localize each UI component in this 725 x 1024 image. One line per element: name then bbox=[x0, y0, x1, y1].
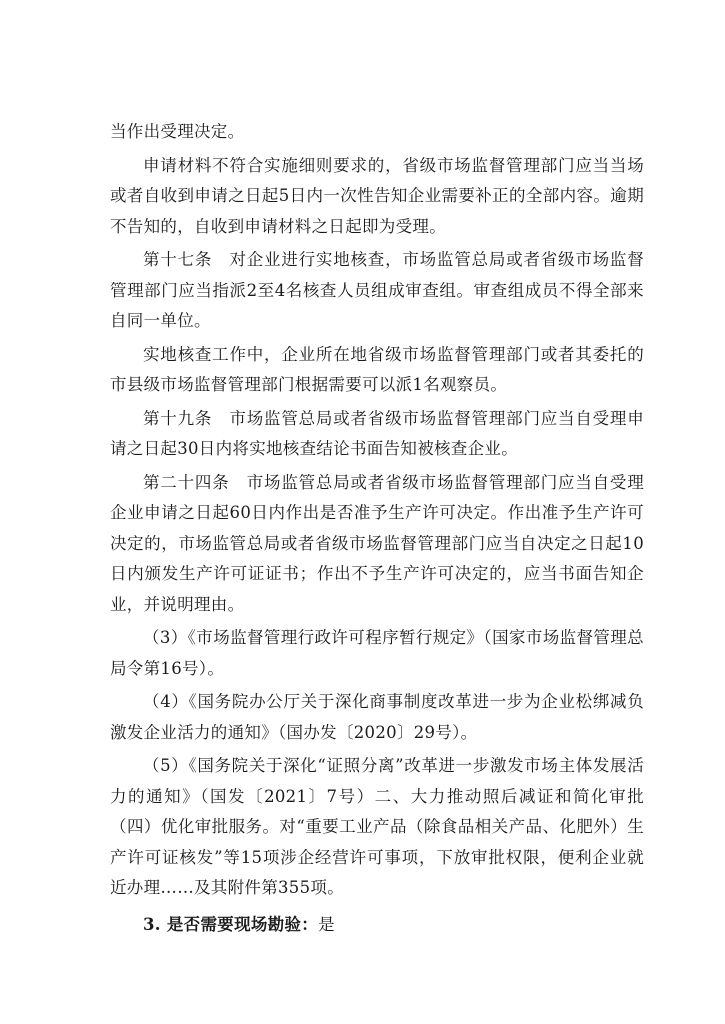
site-inspection-item bbox=[110, 910, 644, 941]
site-inspection-label: 3. 是否需要现场勘验： bbox=[143, 914, 319, 934]
paragraph-3: 第十七条 对企业进行实地核查，市场监管总局或者省级市场监督管理部门应当指派2至4名核查人员组成审查组。审查组成员不得全部来自同一单位。 bbox=[110, 250, 644, 330]
paragraph-2: 申请材料不符合实施细则要求的，省级市场监督管理部门应当当场或者自收到申请之日起5日内一次性告知企业需要补正的全部内容。逾期不告知的，自收到申请材料之日起即为受理。 bbox=[110, 155, 644, 236]
paragraph-7: （3）《市场监督管理行政许可程序暂行规定》（国家市场监督管理总局令第16号）。 bbox=[110, 628, 644, 678]
site-inspection-value: 是 bbox=[318, 914, 335, 934]
paragraph-5: 第十九条 市场监管总局或者省级市场监督管理部门应当自受理申请之日起30日内将实地核查结论书面告知被核查企业。 bbox=[110, 408, 644, 458]
paragraph-8: （4）《国务院办公厅关于深化商事制度改革进一步为企业松绑减负激发企业活力的通知》（国办发〔2020〕29号）。 bbox=[110, 692, 644, 742]
document-body bbox=[110, 117, 644, 940]
paragraph-4: 实地核查工作中，企业所在地省级市场监督管理部门或者其委托的市县级市场监督管理部门根据需要可以派1名观察员。 bbox=[110, 344, 644, 394]
paragraph-1: 当作出受理决定。 bbox=[110, 122, 245, 141]
paragraph-9: （5）《国务院关于深化“证照分离”改革进一步激发市场主体发展活力的通知》（国发〔2021〕7号）二、大力推动照后减证和简化审批（四）优化审批服务。对“重要工业产品（除食品相关产品、化肥外）生产许可证核发”等15项涉企经营许可事项，下放审批权限，便利企业就近办理……及其附件第355项。 bbox=[110, 756, 644, 897]
paragraph-6: 第二十四条 市场监管总局或者省级市场监督管理部门应当自受理企业申请之日起60日内作出是否准予生产许可决定。作出准予生产许可决定的，市场监管总局或者省级市场监督管理部门应当自决定之日起10日内颁发生产许可证证书；作出不予生产许可决定的，应当书面告知企业，并说明理由。 bbox=[110, 472, 644, 614]
